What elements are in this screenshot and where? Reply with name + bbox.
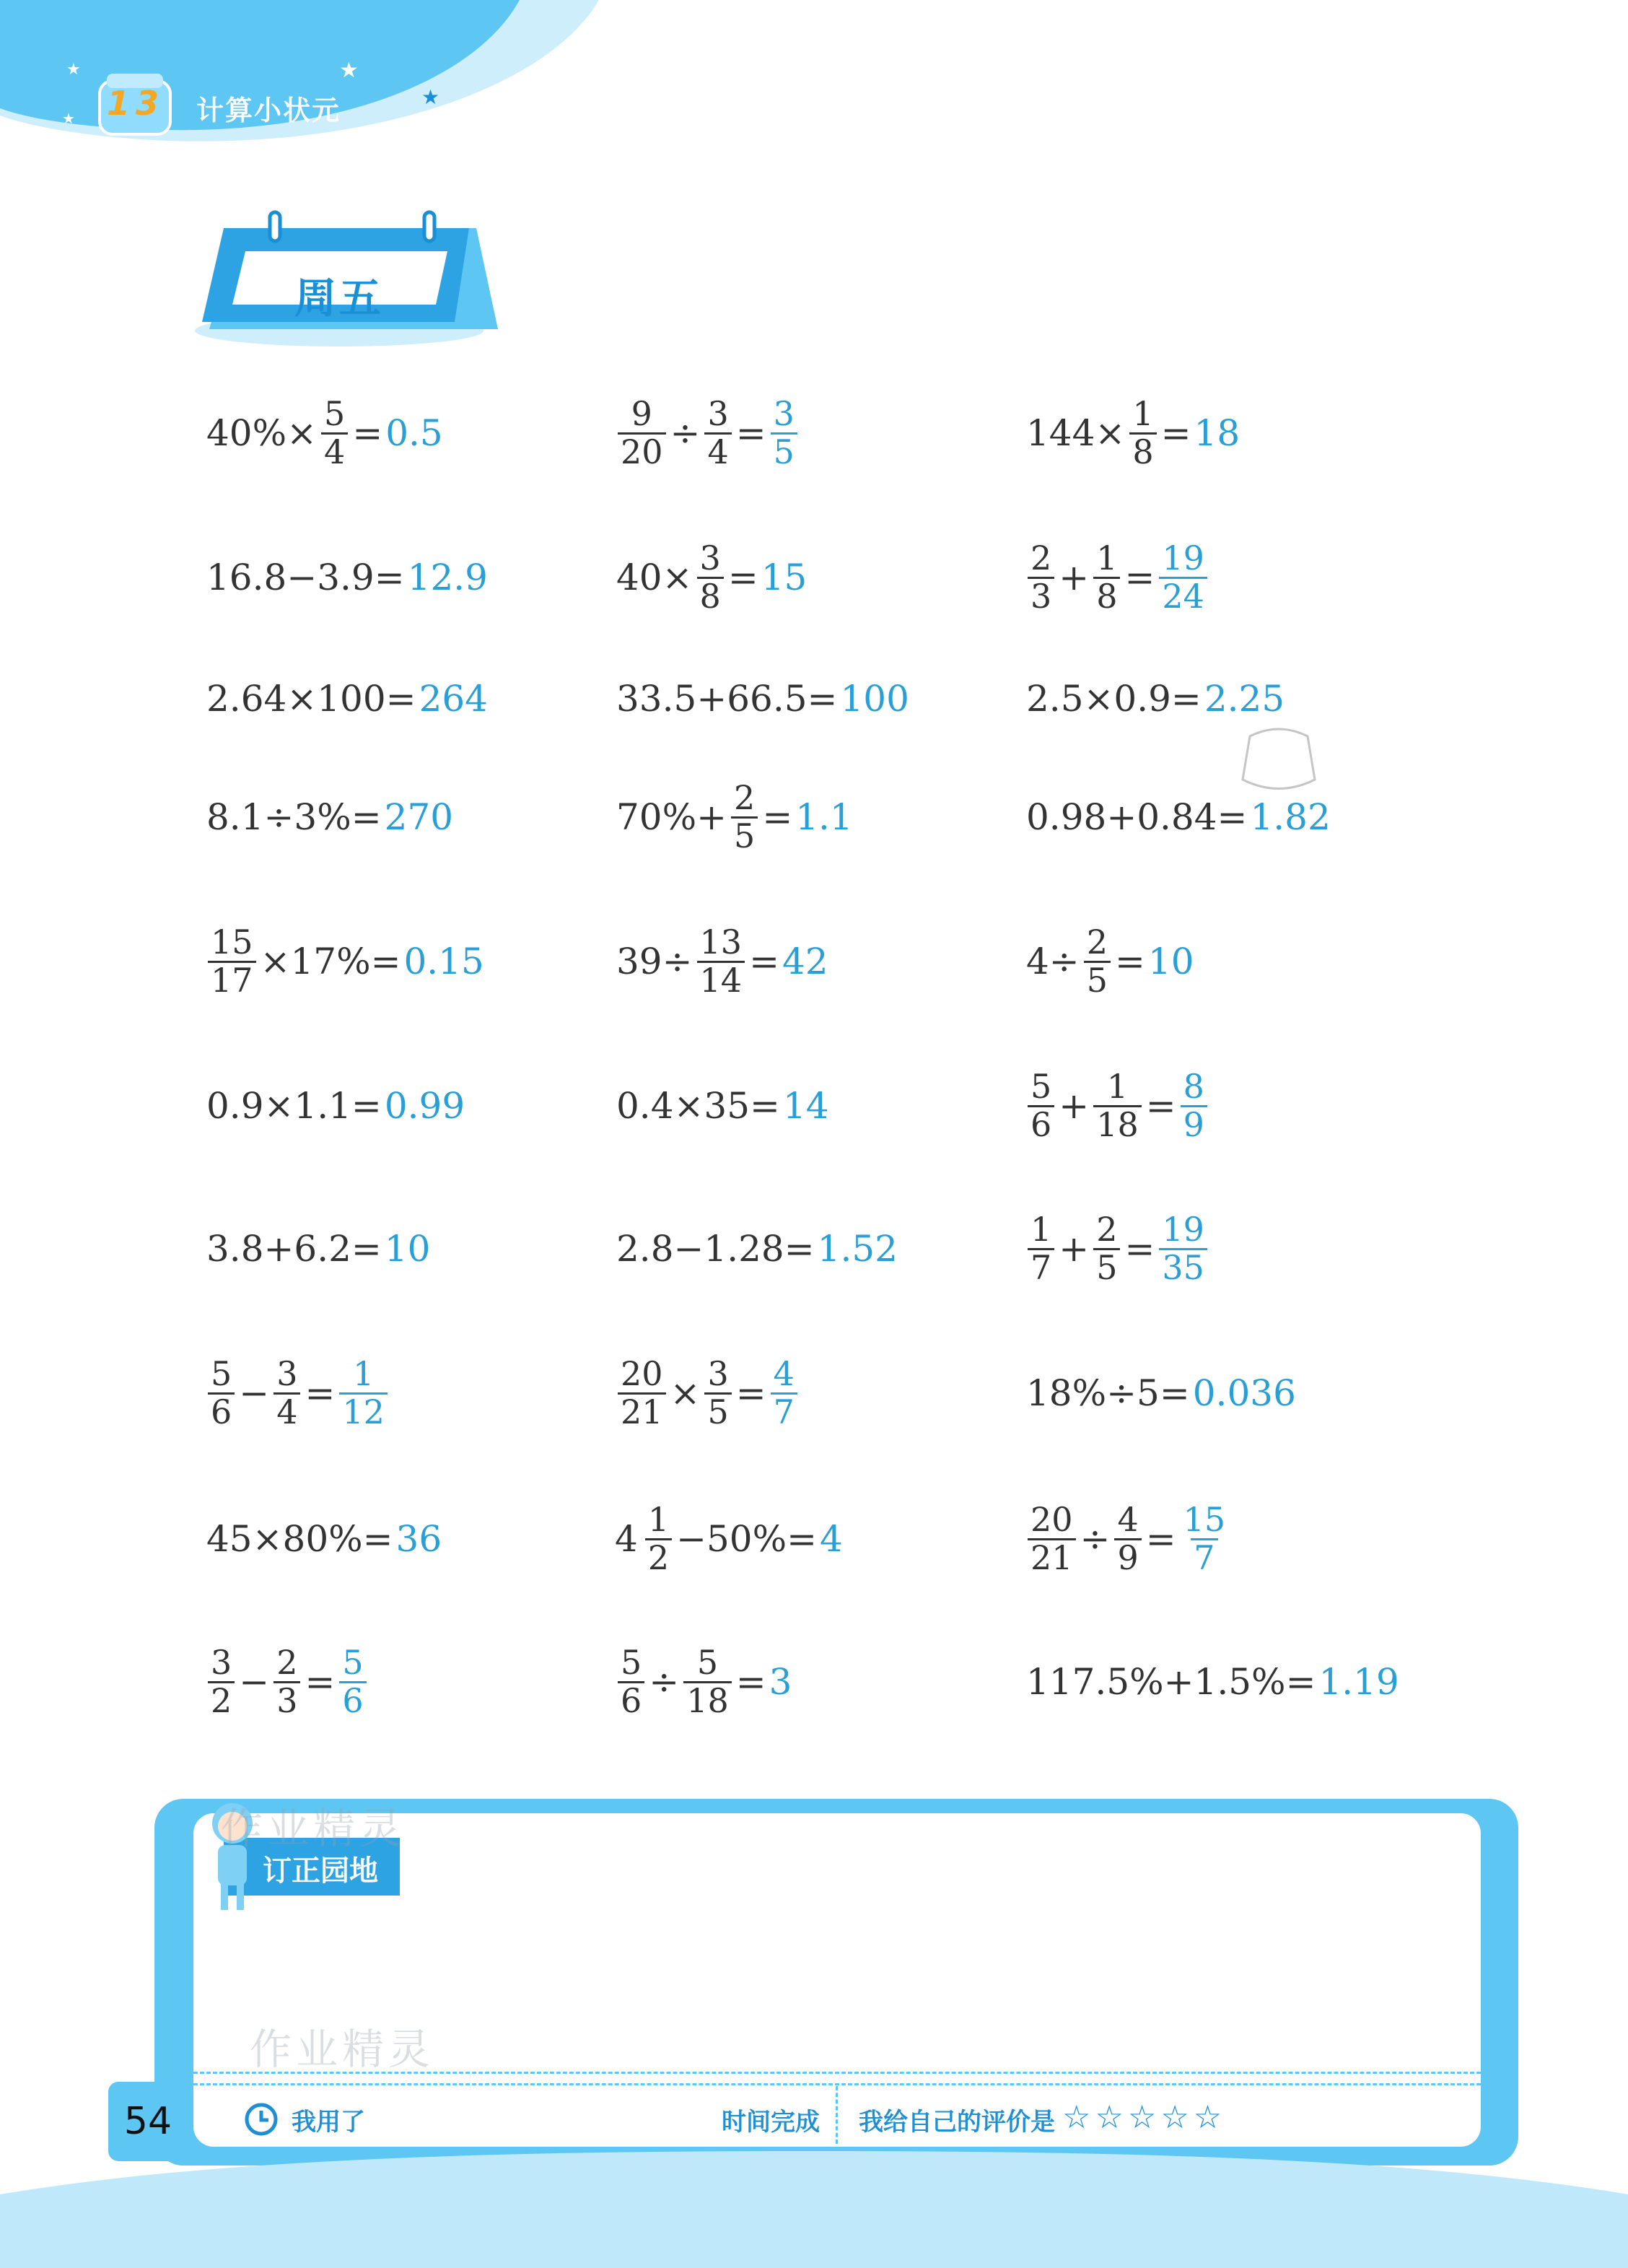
numerator: 15 [1183,1499,1226,1539]
problem [615,1205,899,1292]
expression-text: 144× [1026,412,1126,454]
answer-fraction [771,1353,797,1431]
footer-wave [0,2151,1628,2268]
answer-text: 4 [820,1518,843,1560]
numerator: 3 [211,1642,232,1682]
problem [205,918,486,1005]
expression-text: = [762,796,793,838]
fraction [1093,1066,1142,1144]
problem-row [205,534,1475,621]
expression-text: ÷ [1080,1518,1111,1560]
fraction [1114,1499,1141,1577]
answer-text: 42 [782,941,828,982]
denominator: 8 [1129,432,1156,471]
denominator: 2 [208,1681,235,1719]
denominator: 17 [208,961,256,999]
expression-text: = [749,941,779,982]
expression-text: + [1059,1228,1090,1270]
answer-text: 10 [1147,941,1194,982]
denominator: 21 [1028,1538,1076,1576]
denominator: 5 [771,432,797,471]
denominator: 20 [618,432,666,471]
numerator: 19 [1162,1209,1204,1249]
fraction [683,1642,732,1720]
expression-text: = [1115,941,1145,982]
expression-text: 40× [616,557,693,598]
answer-text: 15 [761,557,808,598]
problem [1025,918,1196,1005]
problem [205,1639,369,1725]
problem [1025,1639,1401,1725]
answer-text: 0.5 [385,412,443,454]
answer-text: 1.52 [817,1228,898,1270]
fraction [208,1642,235,1720]
expression-text: = [352,412,383,454]
numerator: 2 [1086,922,1108,961]
expression-text: = [735,1661,766,1703]
problem-row [205,1350,1475,1436]
answer-text: 10 [384,1228,431,1270]
denominator: 9 [1114,1538,1141,1576]
numerator: 20 [621,1353,663,1393]
problem [615,774,854,860]
answer-text: 12.9 [407,557,488,598]
answer-fraction [1181,1499,1229,1577]
denominator: 7 [1028,1248,1054,1286]
answer-text: 0.15 [403,941,484,982]
numerator: 3 [276,1353,298,1393]
numerator: 19 [1162,538,1204,577]
problem [205,1496,443,1582]
expression-text: ×17%= [260,941,401,982]
denominator: 18 [683,1681,732,1719]
answer-fraction [339,1353,388,1431]
fraction [321,393,348,471]
answer-text: 18 [1194,412,1240,454]
expression-text: = [1124,1228,1155,1270]
expression-text: = [305,1372,336,1414]
problem [615,655,911,742]
numerator: 5 [696,1642,719,1682]
expression-text: 2.8−1.28= [616,1228,815,1270]
denominator: 21 [618,1392,666,1431]
divider [836,2086,838,2144]
answer-text: 2.25 [1204,678,1285,720]
expression-text: 8.1÷3%= [206,796,382,838]
denominator: 7 [1191,1538,1217,1576]
numerator: 1 [353,1353,375,1393]
numerator: 4 [773,1353,795,1393]
fraction [697,538,724,616]
watermark: 作业精灵 [250,2025,435,2074]
problem [205,655,489,742]
expression-text: 45×80%= [206,1518,393,1560]
numerator: 1 [647,1499,670,1539]
expression-text: − [239,1661,270,1703]
problem [615,1639,793,1725]
logo-digits: 13 [107,84,165,123]
fraction [697,922,745,1000]
header-wave [0,0,599,152]
numerator: 5 [621,1642,642,1682]
problem-row [205,1063,1475,1149]
expression-text: 33.5+66.5= [616,678,838,720]
fraction [618,1353,666,1431]
denominator: 4 [273,1392,300,1431]
numerator: 2 [1096,1209,1118,1249]
denominator: 24 [1159,577,1207,615]
answer-text: 1.1 [795,796,853,838]
answer-text: 3 [769,1661,792,1703]
mixed-whole: 4 [615,1518,638,1560]
numerator: 20 [1030,1499,1073,1539]
numerator: 2 [276,1642,298,1682]
problem [205,390,445,476]
denominator: 5 [1093,1248,1120,1286]
fraction [1028,1209,1054,1287]
problem-row [205,1205,1475,1292]
expression-text: 2.5×0.9= [1026,678,1202,720]
star-icon: ★ [66,61,81,79]
denominator: 9 [1181,1105,1207,1143]
star-icon: ★ [339,58,359,83]
fraction [273,1353,300,1431]
fraction [1028,538,1054,616]
answer-text: 1.19 [1318,1661,1399,1703]
divider [193,2083,1481,2085]
fraction [645,1499,672,1577]
day-label: 周五 [294,274,385,323]
expression-text: = [1145,1518,1176,1560]
problem [615,1496,844,1582]
expression-text: ÷ [670,412,701,454]
numerator: 2 [734,777,756,817]
fraction [704,393,731,471]
denominator: 8 [1093,577,1120,615]
expression-text: = [305,1661,336,1703]
problem [1025,1350,1297,1436]
problem [1025,1496,1231,1582]
expression-text: = [727,557,758,598]
watermark: 作业精灵 [221,1804,406,1853]
expression-text: 70%+ [616,796,727,838]
problem [1025,1205,1210,1292]
expression-text: ÷ [649,1661,680,1703]
problem [205,1205,432,1292]
numerator: 3 [699,538,721,577]
answer-text: 1.82 [1250,796,1331,838]
time-prefix: 我用了 [292,2108,365,2137]
numerator: 1 [1030,1209,1052,1249]
expression-text: 0.4×35= [616,1085,780,1127]
denominator: 6 [339,1681,366,1719]
denominator: 35 [1159,1248,1207,1286]
numerator: 13 [699,922,743,961]
expression-text: = [735,412,766,454]
denominator: 6 [618,1681,644,1719]
numerator: 5 [1030,1066,1052,1106]
fraction [731,777,758,855]
expression-text: −50%= [676,1518,818,1560]
numerator: 5 [342,1642,364,1682]
answer-text: 100 [840,678,909,720]
expression-text: × [670,1372,701,1414]
problem [205,774,455,860]
denominator: 5 [1084,961,1111,999]
expression-text: − [239,1372,270,1414]
denominator: 14 [697,961,745,999]
problem [615,390,800,476]
denominator: 4 [704,432,731,471]
numerator: 8 [1183,1066,1204,1106]
denominator: 4 [321,432,348,471]
answer-text: 0.036 [1192,1372,1296,1414]
denominator: 5 [704,1392,731,1431]
problem [1025,1063,1210,1149]
expression-text: 3.8+6.2= [206,1228,382,1270]
stamp-icon [1235,722,1322,801]
expression-text: = [1124,557,1155,598]
answer-fraction [1181,1066,1207,1144]
expression-text: 4÷ [1026,941,1080,982]
problem-row [205,918,1475,1005]
time-suffix: 时间完成 [722,2108,820,2137]
fraction [1129,393,1156,471]
divider [193,2072,1481,2074]
problem-row [205,1639,1475,1725]
expression-text: 0.9×1.1= [206,1085,382,1127]
numerator: 3 [773,393,795,433]
expression-text: 18%÷5= [1026,1372,1190,1414]
denominator: 2 [645,1538,672,1576]
correction-title: 订正园地 [263,1854,378,1888]
brand-title: 计算小状元 [196,95,341,126]
denominator: 3 [1028,577,1054,615]
denominator: 8 [697,577,724,615]
fraction [208,922,256,1000]
expression-text: = [1145,1085,1176,1127]
answer-text: 14 [782,1085,829,1127]
fraction [1093,538,1120,616]
numerator: 5 [324,393,346,433]
answer-fraction [1159,538,1207,616]
numerator: 15 [211,922,253,961]
problem [615,1063,831,1149]
expression-text: = [735,1372,766,1414]
star-icon: ★ [421,85,440,109]
fraction [618,393,666,471]
expression-text: 39÷ [616,941,693,982]
rating-label: 我给自己的评价是 [859,2108,1055,2137]
numerator: 1 [1096,538,1118,577]
problem [615,918,830,1005]
answer-text: 270 [384,796,454,838]
page-number: 54 [108,2082,188,2161]
fraction [704,1353,731,1431]
denominator: 5 [731,816,758,855]
numerator: 1 [1132,393,1154,433]
problem [205,1063,466,1149]
numerator: 3 [707,1353,729,1393]
problem [205,1350,390,1436]
rating-stars[interactable]: ☆☆☆☆☆ [1062,2099,1227,2136]
answer-fraction [1159,1209,1207,1287]
expression-text: + [1059,1085,1090,1127]
numerator: 2 [1030,538,1052,577]
denominator: 6 [208,1392,235,1431]
denominator: 6 [1028,1105,1054,1143]
numerator: 1 [1106,1066,1129,1106]
answer-text: 264 [419,678,488,720]
problem-row [205,390,1475,476]
expression-text: 16.8−3.9= [206,557,405,598]
expression-text: + [1059,557,1090,598]
answer-fraction [771,393,797,471]
denominator: 12 [339,1392,388,1431]
answer-text: 36 [395,1518,442,1560]
expression-text: 117.5%+1.5%= [1026,1661,1316,1703]
fraction [1028,1499,1076,1577]
fraction [208,1353,235,1431]
fraction [273,1642,300,1720]
denominator: 7 [771,1392,797,1431]
fraction [618,1642,644,1720]
expression-text: 40%× [206,412,318,454]
star-icon: ★ [62,110,75,127]
problem [615,534,808,621]
problem [1025,390,1241,476]
alarm-clock-icon [242,2099,280,2137]
numerator: 3 [707,393,729,433]
problem [615,1350,800,1436]
denominator: 3 [273,1681,300,1719]
expression-text: 0.98+0.84= [1026,796,1248,838]
problem [205,534,489,621]
fraction [1084,922,1111,1000]
numerator: 4 [1117,1499,1139,1539]
expression-text: = [1160,412,1191,454]
fraction [1028,1066,1054,1144]
problem [1025,534,1210,621]
expression-text: 2.64×100= [206,678,416,720]
numerator: 9 [631,393,652,433]
numerator: 5 [211,1353,232,1393]
fraction [1093,1209,1120,1287]
answer-fraction [339,1642,366,1720]
answer-text: 0.99 [384,1085,465,1127]
problem-row [205,1496,1475,1582]
denominator: 18 [1093,1105,1142,1143]
